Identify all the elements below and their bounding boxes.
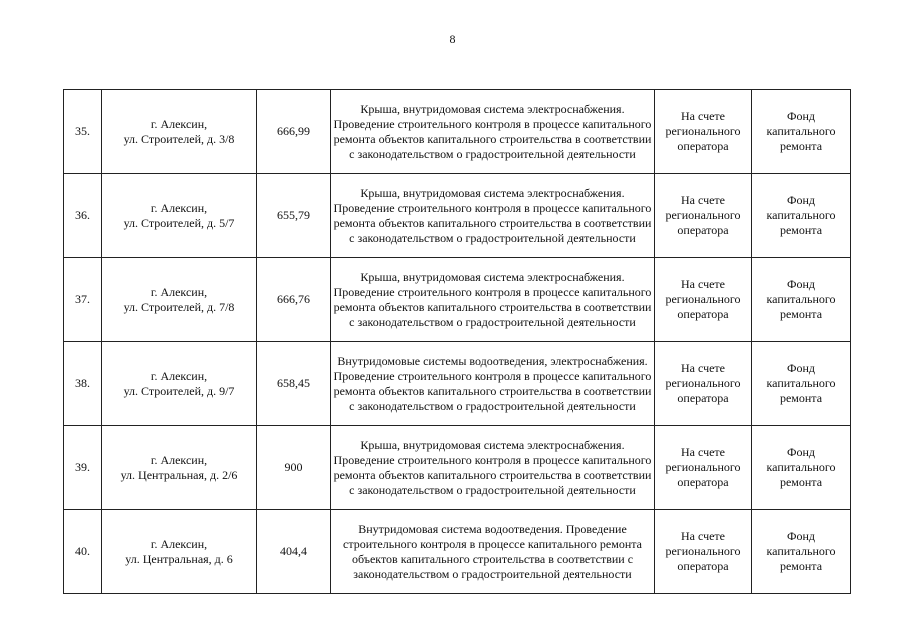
address-cell — [102, 426, 257, 510]
row-number: 36. — [64, 174, 102, 258]
description-cell: Крыша, внутридомовая система электроснабжения. Проведение строительного контроля в процессе капитального ремонта объектов капитального строительства в соответствии с законодательством о градостроительной деятельности — [331, 90, 655, 174]
address-cell — [102, 174, 257, 258]
table-row — [64, 90, 851, 174]
area-cell: 900 — [257, 426, 331, 510]
payment-cell: На счете регионального оператора — [655, 510, 752, 594]
area-cell: 404,4 — [257, 510, 331, 594]
table-row — [64, 510, 851, 594]
address-city: г. Алексин, — [150, 200, 208, 215]
address-street: ул. Строителей, д. 3/8 — [123, 131, 235, 146]
payment-cell: На счете регионального оператора — [655, 426, 752, 510]
payment-cell: На счете регионального оператора — [655, 258, 752, 342]
address-city: г. Алексин, — [150, 284, 208, 299]
page-number: 8 — [449, 32, 456, 46]
table-row — [64, 342, 851, 426]
funding-source-cell: Фонд капитального ремонта — [752, 174, 851, 258]
description-cell: Крыша, внутридомовая система электроснабжения. Проведение строительного контроля в процессе капитального ремонта объектов капитального строительства в соответствии с законодательством о градостроительной деятельности — [331, 426, 655, 510]
address-street: ул. Строителей, д. 9/7 — [123, 383, 235, 398]
row-number: 35. — [64, 90, 102, 174]
address-city: г. Алексин, — [150, 116, 208, 131]
row-number: 37. — [64, 258, 102, 342]
funding-source-cell: Фонд капитального ремонта — [752, 510, 851, 594]
table-row — [64, 174, 851, 258]
payment-cell: На счете регионального оператора — [655, 342, 752, 426]
address-cell — [102, 342, 257, 426]
description-cell: Крыша, внутридомовая система электроснабжения. Проведение строительного контроля в процессе капитального ремонта объектов капитального строительства в соответствии с законодательством о градостроительной деятельности — [331, 258, 655, 342]
table-row — [64, 426, 851, 510]
address-street: ул. Строителей, д. 5/7 — [123, 215, 235, 230]
address-city: г. Алексин, — [150, 536, 208, 551]
description-cell: Внутридомовая система водоотведения. Проведение строительного контроля в процессе капитального ремонта объектов капитального строительства в соответствии с законодательством о градостроительной деятельности — [331, 510, 655, 594]
funding-source-cell: Фонд капитального ремонта — [752, 342, 851, 426]
row-number: 38. — [64, 342, 102, 426]
funding-source-cell: Фонд капитального ремонта — [752, 258, 851, 342]
address-street: ул. Центральная, д. 6 — [125, 551, 233, 566]
address-street: ул. Центральная, д. 2/6 — [120, 467, 238, 482]
area-cell: 666,76 — [257, 258, 331, 342]
works-table — [63, 89, 851, 594]
payment-cell: На счете регионального оператора — [655, 174, 752, 258]
area-cell: 658,45 — [257, 342, 331, 426]
address-street: ул. Строителей, д. 7/8 — [123, 299, 235, 314]
description-cell: Внутридомовые системы водоотведения, электроснабжения. Проведение строительного контроля в процессе капитального ремонта объектов капитального строительства в соответствии с законодательством о градостроительной деятельности — [331, 342, 655, 426]
description-cell: Крыша, внутридомовая система электроснабжения. Проведение строительного контроля в процессе капитального ремонта объектов капитального строительства в соответствии с законодательством о градостроительной деятельности — [331, 174, 655, 258]
row-number: 40. — [64, 510, 102, 594]
address-cell — [102, 90, 257, 174]
payment-cell: На счете регионального оператора — [655, 90, 752, 174]
row-number: 39. — [64, 426, 102, 510]
funding-source-cell: Фонд капитального ремонта — [752, 426, 851, 510]
address-city: г. Алексин, — [150, 368, 208, 383]
address-cell — [102, 510, 257, 594]
address-cell — [102, 258, 257, 342]
funding-source-cell: Фонд капитального ремонта — [752, 90, 851, 174]
area-cell: 655,79 — [257, 174, 331, 258]
address-city: г. Алексин, — [150, 452, 208, 467]
table-row — [64, 258, 851, 342]
area-cell: 666,99 — [257, 90, 331, 174]
